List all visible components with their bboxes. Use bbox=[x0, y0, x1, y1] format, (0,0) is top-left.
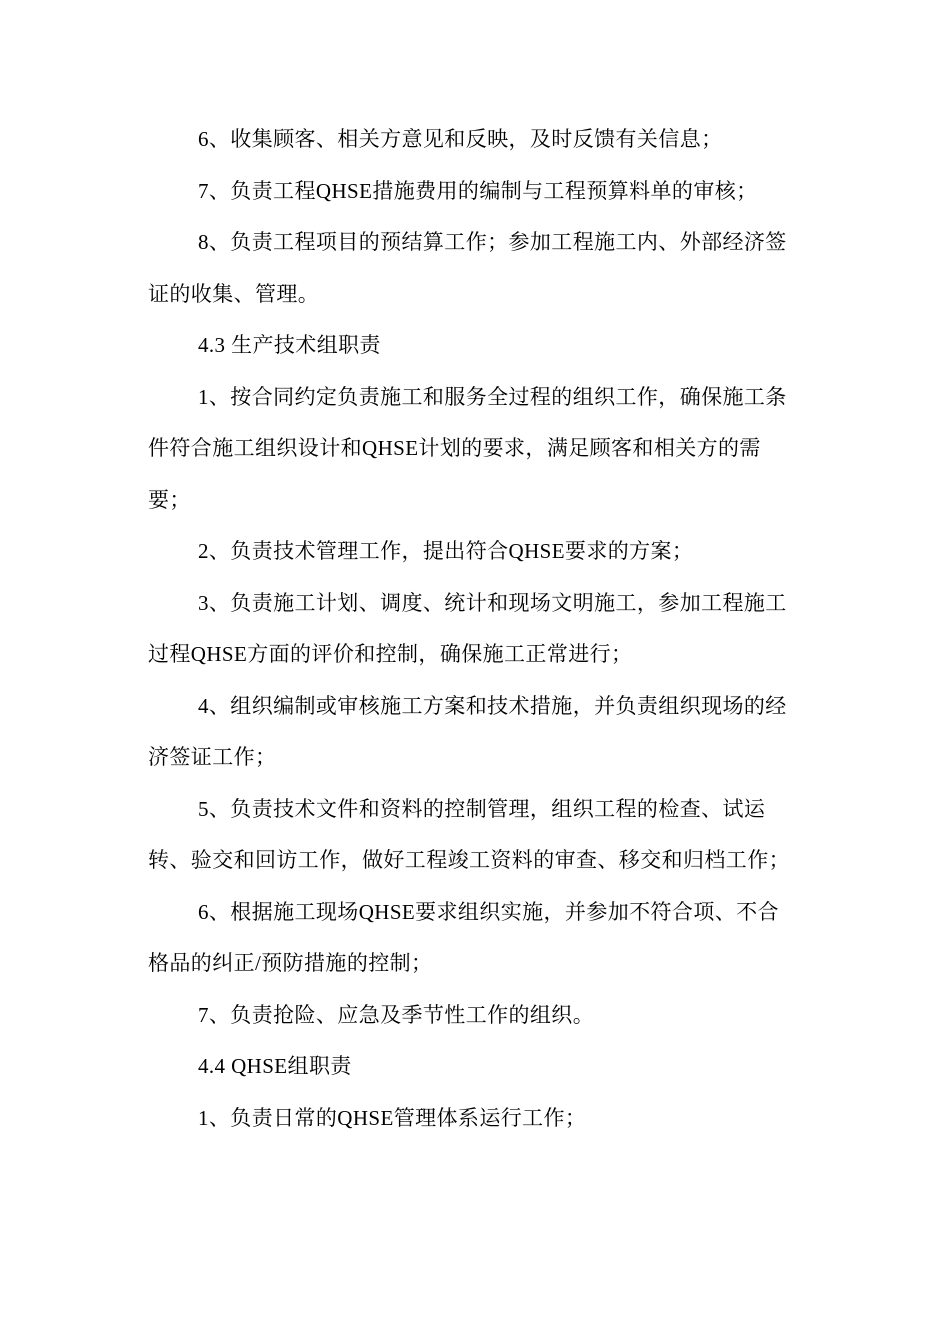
paragraph-item-6-feedback: 6、收集顾客、相关方意见和反映，及时反馈有关信息； bbox=[198, 127, 723, 151]
paragraph-item-3-planning: 3、负责施工计划、调度、统计和现场文明施工，参加工程施工过程QHSE方面的评价和控制，确保施工正常进行； bbox=[148, 590, 787, 666]
paragraph-item-2-technical: 2、负责技术管理工作，提出符合QHSE要求的方案； bbox=[198, 539, 694, 563]
paragraph-item-1-organization: 1、按合同约定负责施工和服务全过程的组织工作，确保施工条件符合施工组织设计和QHSE计划的要求，满足顾客和相关方的需要； bbox=[148, 384, 787, 512]
paragraph-item-5-documents: 5、负责技术文件和资料的控制管理，组织工程的检查、试运转、验交和回访工作，做好工程竣工资料的审查、移交和归档工作； bbox=[148, 796, 790, 872]
document-body bbox=[148, 114, 800, 1144]
paragraph-item-7-emergency: 7、负责抢险、应急及季节性工作的组织。 bbox=[198, 1002, 595, 1027]
paragraph-item-7-qhse-cost: 7、负责工程QHSE措施费用的编制与工程预算料单的审核； bbox=[198, 178, 758, 203]
section-heading-4-3: 4.3 生产技术组职责 bbox=[198, 333, 381, 357]
paragraph-item-8-settlement: 8、负责工程项目的预结算工作；参加工程施工内、外部经济签证的收集、管理。 bbox=[148, 230, 787, 306]
paragraph-item-1-qhse-system: 1、负责日常的QHSE管理体系运行工作； bbox=[198, 1105, 587, 1130]
paragraph-item-6-corrective: 6、根据施工现场QHSE要求组织实施，并参加不符合项、不合格品的纠正/预防措施的控制； bbox=[148, 899, 779, 975]
section-heading-4-4: 4.4 QHSE组职责 bbox=[198, 1054, 352, 1078]
paragraph-item-4-schemes: 4、组织编制或审核施工方案和技术措施，并负责组织现场的经济签证工作； bbox=[148, 693, 787, 769]
